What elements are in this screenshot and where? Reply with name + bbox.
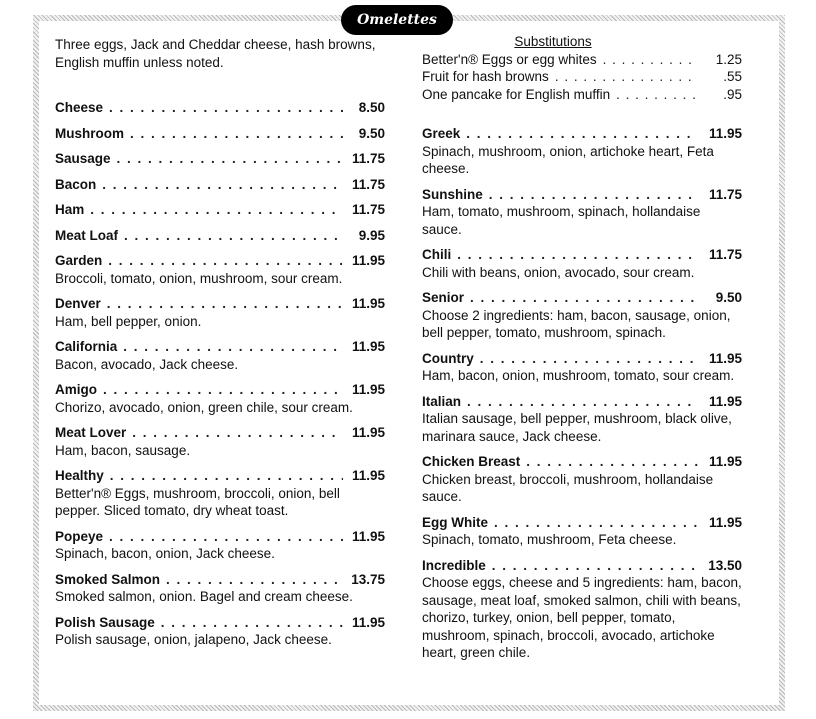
menu-item-name: California (55, 339, 118, 354)
menu-item-description: Chicken breast, broccoli, mushroom, hollandaise sauce. (422, 471, 714, 504)
menu-item (55, 201, 385, 219)
dot-leader (117, 150, 343, 168)
menu-item-row (55, 176, 385, 194)
menu-item-name: Cheese (55, 100, 104, 115)
menu-item (55, 295, 385, 330)
menu-item-description: Better'n® Eggs, mushroom, broccoli, onion, bell pepper. Sliced tomato, dry wheat toast. (55, 485, 340, 518)
menu-item-row (55, 201, 385, 219)
menu-item (55, 424, 385, 459)
menu-item (55, 176, 385, 194)
dot-leader (130, 125, 343, 143)
menu-item-price: 11.95 (351, 468, 385, 483)
menu-item-price: 11.75 (351, 176, 385, 192)
menu-item-row (55, 528, 385, 546)
dot-leader (480, 350, 698, 368)
right-column (422, 33, 742, 670)
menu-item-description: Spinach, bacon, onion, Jack cheese. (55, 546, 275, 561)
dot-leader (492, 557, 698, 575)
menu-item (422, 246, 742, 281)
menu-item-description: Ham, bacon, sausage. (55, 442, 191, 458)
menu-item (55, 252, 385, 287)
menu-item-description: Chorizo, avocado, onion, green chile, sour cream. (55, 399, 353, 415)
menu-item-row (55, 338, 385, 356)
menu-item (55, 125, 385, 143)
menu-item (55, 99, 385, 117)
menu-item-name: Meat Lover (55, 425, 127, 440)
substitution-row (422, 51, 742, 69)
menu-item-name: Greek (422, 126, 461, 141)
dot-leader (467, 393, 698, 411)
menu-item (55, 227, 385, 245)
menu-item (422, 125, 742, 178)
menu-item-price: 11.95 (351, 382, 385, 397)
left-item-list (55, 99, 385, 649)
dot-leader (161, 614, 343, 632)
dot-leader (109, 99, 343, 117)
menu-item-row (55, 467, 385, 485)
menu-item (422, 393, 742, 446)
left-column (55, 36, 385, 657)
menu-item-price: 11.95 (708, 514, 742, 530)
menu-item (55, 467, 385, 520)
menu-item-name: Smoked Salmon (55, 571, 161, 587)
substitution-row (422, 68, 742, 86)
menu-item-description: Ham, bell pepper, onion. (55, 313, 202, 329)
menu-item-name: Denver (55, 296, 101, 311)
dot-leader (124, 227, 343, 245)
menu-item-name: Incredible (422, 557, 486, 573)
menu-section-title: Omelettes (341, 5, 453, 35)
menu-item-description: Chili with beans, onion, avocado, sour cream. (422, 264, 695, 280)
menu-item-price: 11.95 (351, 528, 385, 544)
substitution-name: One pancake for English muffin (422, 86, 611, 102)
menu-item-price: 9.95 (358, 227, 385, 243)
menu-item-description: Choose eggs, cheese and 5 ingredients: ham, bacon, sausage, meat loaf, smoked salmon, chili with beans, chorizo, turkey, onion, bell pepper, tomato, mushroom, spinach, broccoli, avocado, artichoke heart, green chile. (422, 575, 742, 660)
menu-item (422, 289, 742, 342)
menu-item-price: 9.50 (715, 290, 742, 305)
menu-item-row (55, 424, 385, 442)
menu-item-name: Meat Loaf (55, 227, 119, 243)
menu-item-description: Choose 2 ingredients: ham, bacon, sausage, onion, bell pepper, tomato, mushroom, spinach. (422, 307, 731, 340)
menu-item-name: Sausage (55, 151, 111, 166)
menu-item (55, 338, 385, 373)
menu-item-description: Smoked salmon, onion. Bagel and cream cheese. (55, 589, 353, 604)
menu-item-description: Bacon, avocado, Jack cheese. (55, 356, 239, 372)
dot-leader (494, 514, 698, 532)
dot-leader (102, 176, 343, 194)
menu-item-row (422, 186, 742, 204)
menu-item-name: Mushroom (55, 125, 124, 141)
menu-item-description: Polish sausage, onion, jalapeno, Jack cheese. (55, 632, 332, 647)
menu-item-description: Spinach, tomato, mushroom, Feta cheese. (422, 532, 677, 547)
dot-leader (457, 246, 698, 264)
dot-leader (466, 125, 698, 143)
menu-item-price: 11.95 (708, 126, 742, 141)
menu-item-price: 11.95 (351, 425, 385, 440)
dot-leader (90, 201, 343, 219)
substitutions-list (422, 51, 742, 104)
substitution-price: 1.25 (715, 51, 742, 67)
menu-item-description: Spinach, mushroom, onion, artichoke heart, Feta cheese. (422, 143, 714, 176)
menu-item (55, 150, 385, 168)
menu-item-row (55, 614, 385, 632)
menu-item-row (422, 557, 742, 575)
menu-item-price: 13.75 (351, 571, 385, 587)
menu-item-row (55, 571, 385, 589)
dot-leader (555, 68, 698, 86)
menu-item-row (55, 125, 385, 143)
menu-item-row (422, 393, 742, 411)
menu-item-price: 11.95 (708, 454, 742, 469)
menu-item (422, 453, 742, 506)
menu-item (422, 186, 742, 239)
menu-item-name: Egg White (422, 514, 488, 530)
menu-item (55, 571, 385, 606)
substitution-row (422, 86, 742, 104)
menu-item-row (55, 252, 385, 270)
menu-item-name: Popeye (55, 528, 104, 544)
menu-item-name: Sunshine (422, 186, 483, 202)
substitution-price: .55 (723, 69, 742, 84)
menu-item (55, 528, 385, 563)
menu-item-row (422, 125, 742, 143)
right-item-list (422, 125, 742, 662)
menu-item-row (422, 453, 742, 471)
dot-leader (470, 289, 698, 307)
dot-leader (603, 51, 698, 69)
menu-item-name: Polish Sausage (55, 614, 155, 630)
dot-leader (107, 295, 343, 313)
menu-item-price: 11.95 (708, 393, 742, 409)
substitutions (422, 33, 742, 103)
menu-item (55, 381, 385, 416)
menu-item-row (422, 350, 742, 368)
menu-item-name: Chili (422, 247, 452, 262)
menu-item-price: 11.95 (351, 339, 385, 354)
menu-item-description: Italian sausage, bell pepper, mushroom, black olive, marinara sauce, Jack cheese. (422, 411, 732, 444)
substitution-name: Better'n® Eggs or egg whites (422, 51, 597, 67)
menu-item (55, 614, 385, 649)
dot-leader (110, 467, 343, 485)
menu-item-row (55, 295, 385, 313)
dot-leader (123, 338, 343, 356)
dot-leader (489, 186, 698, 204)
menu-item-price: 11.75 (708, 247, 742, 262)
menu-item-row (55, 227, 385, 245)
substitution-name: Fruit for hash browns (422, 69, 549, 84)
menu-item-row (422, 514, 742, 532)
menu-item-row (422, 289, 742, 307)
menu-item-description: Ham, bacon, onion, mushroom, tomato, sour cream. (422, 368, 735, 383)
substitutions-heading: Substitutions (514, 34, 592, 49)
menu-item-price: 13.50 (708, 557, 742, 573)
dot-leader (132, 424, 343, 442)
intro-text: Three eggs, Jack and Cheddar cheese, hash browns, English muffin unless noted. (55, 37, 376, 70)
menu-item-price: 11.75 (708, 186, 742, 202)
menu-item-description: Broccoli, tomato, onion, mushroom, sour cream. (55, 270, 343, 286)
dot-leader (526, 453, 698, 471)
menu-item-price: 11.75 (351, 202, 385, 217)
dot-leader (108, 252, 343, 270)
substitution-price: .95 (723, 86, 742, 102)
menu-item-price: 11.75 (351, 151, 385, 166)
menu-item-row (55, 99, 385, 117)
menu-item-price: 11.95 (708, 350, 742, 366)
menu-item-name: Country (422, 350, 474, 366)
menu-item-name: Amigo (55, 382, 97, 397)
menu-item-description: Ham, tomato, mushroom, spinach, hollandaise sauce. (422, 204, 701, 237)
menu-item-name: Bacon (55, 176, 97, 192)
menu-item-price: 11.95 (351, 614, 385, 630)
menu-item (422, 350, 742, 385)
menu-item-name: Italian (422, 393, 462, 409)
menu-item-price: 9.50 (358, 125, 385, 141)
menu-item-price: 11.95 (351, 296, 385, 311)
menu-item-row (422, 246, 742, 264)
dot-leader (616, 86, 698, 104)
dot-leader (103, 381, 343, 399)
menu-item-name: Garden (55, 253, 103, 268)
menu-item (422, 557, 742, 662)
menu-item-name: Healthy (55, 468, 104, 483)
dot-leader (166, 571, 343, 589)
menu-item-name: Senior (422, 290, 465, 305)
menu-item-price: 8.50 (358, 100, 385, 115)
menu-item (422, 514, 742, 549)
dot-leader (109, 528, 343, 546)
menu-item-name: Chicken Breast (422, 454, 521, 469)
menu-item-price: 11.95 (351, 253, 385, 268)
menu-item-row (55, 381, 385, 399)
menu-item-row (55, 150, 385, 168)
menu-item-name: Ham (55, 202, 85, 217)
